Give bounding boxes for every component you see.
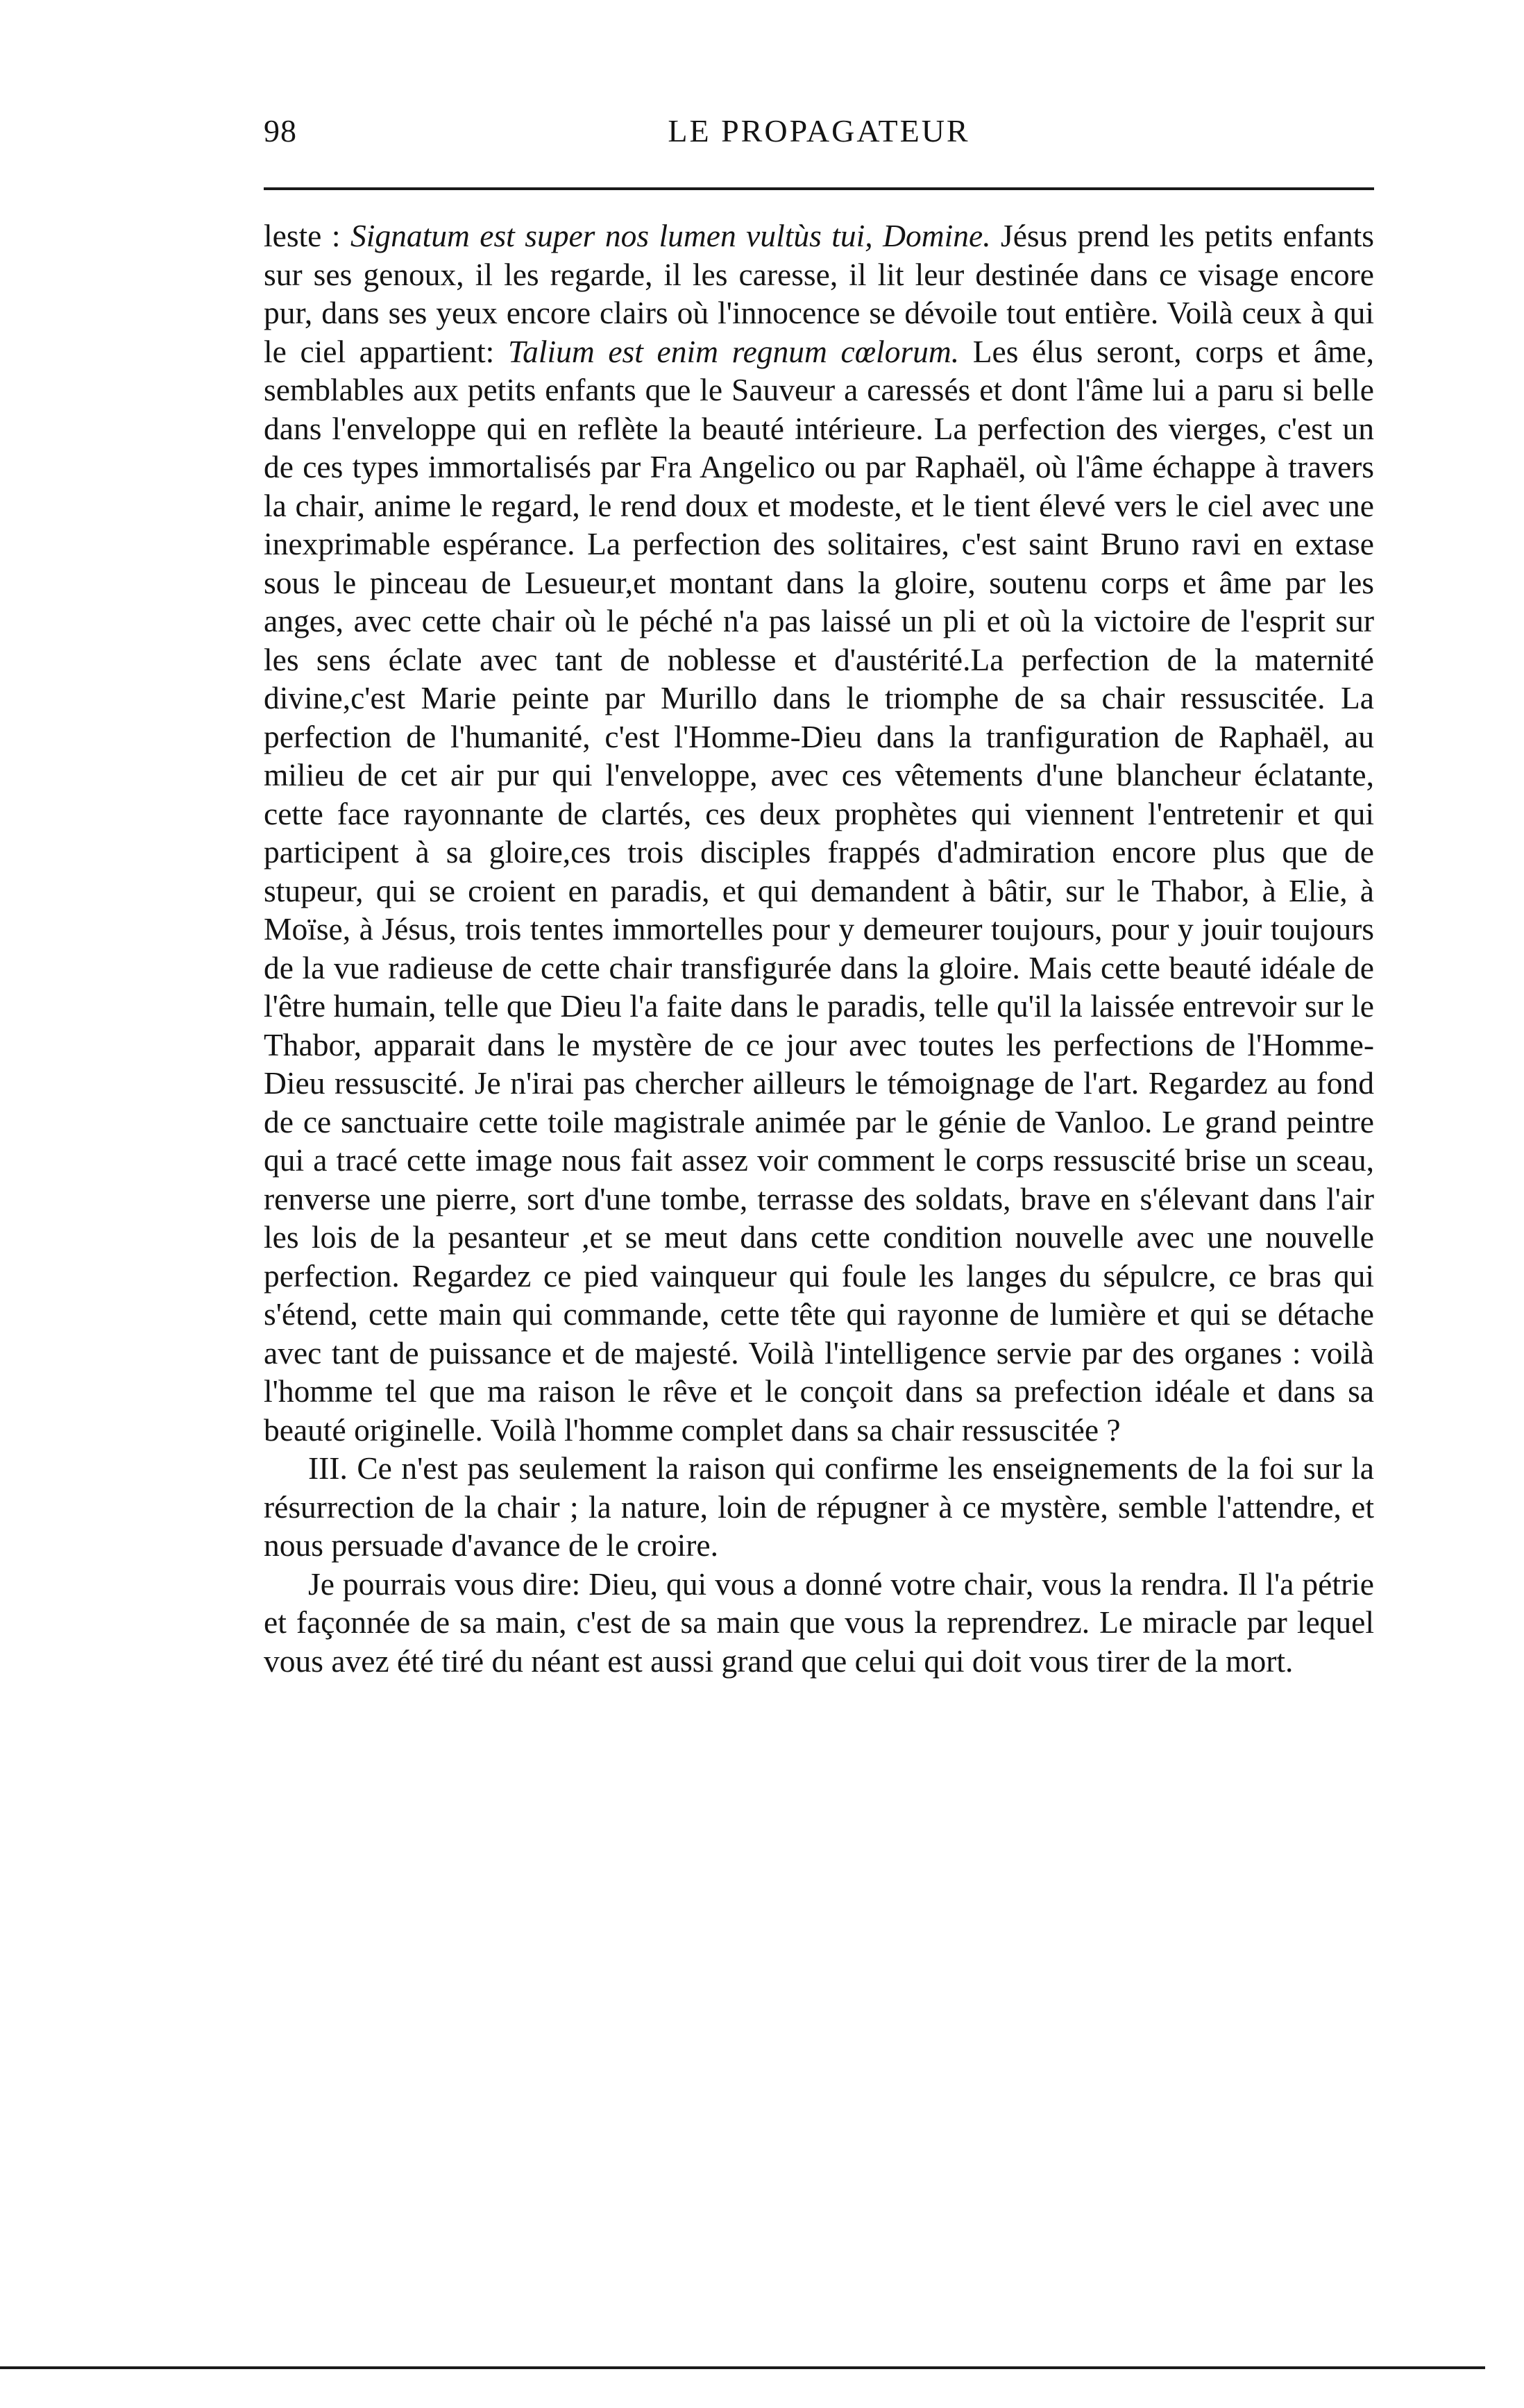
paragraph-1 — [264, 217, 1374, 1449]
page-header — [264, 105, 1374, 161]
paragraph-1-text-b: Les élus seront, corps et âme, semblables aux petits enfants que le Sauveur a caressés et dont l'âme lui a paru si belle dans l'enveloppe qui en reflète la beauté intérieure. La perfection des vierges, c'est un de ces types immortalisés par Fra Angelico ou par Raphaël, où l'âme échappe à travers la chair, anime le regard, le rend doux et modeste, et le tient élevé vers le ciel avec une inexprimable espérance. La perfection des solitaires, c'est saint Bruno ravi en extase sous le pinceau de Lesueur,et montant dans la gloire, soutenu corps et âme par les anges, avec cette chair où le péché n'a pas laissé un pli et où la victoire de l'esprit sur les sens éclate avec tant de noblesse et d'austérité.La perfection de la maternité divine,c'est Marie peinte par Murillo dans le triomphe de sa chair ressuscitée. La perfection de l'humanité, c'est l'Homme-Dieu dans la tranfiguration de Raphaël, au milieu de cet air pur qui l'enveloppe, avec ces vêtements d'une blancheur éclatante, cette face rayonnante de clartés, ces deux prophètes qui viennent l'entretenir et qui participent à sa gloire,ces trois disciples frappés d'admiration encore plus que de stupeur, qui se croient en paradis, et qui demandent à bâtir, sur le Thabor, à Elie, à Moïse, à Jésus, trois tentes immortelles pour y demeurer toujours, pour y jouir toujours de la vue radieuse de cette chair transfigurée dans la gloire. Mais cette beauté idéale de l'être humain, telle que Dieu l'a faite dans le paradis, telle qu'il la laissée entrevoir sur le Thabor, apparait dans le mystère de ce jour avec toutes les perfections de l'Homme-Dieu ressuscité. Je n'irai pas chercher ailleurs le témoignage de l'art. Regardez au fond de ce sanctuaire cette toile magistrale animée par le génie de Vanloo. Le grand peintre qui a tracé cette image nous fait assez voir comment le corps ressuscité brise un sceau, renverse une pierre, sort d'une tombe, terrasse des soldats, brave en s'élevant dans l'air les lois de la pesanteur ,et se meut dans cette condition nouvelle avec une nouvelle perfection. Regardez ce pied vainqueur qui foule les langes du sépulcre, ce bras qui s'étend, cette main qui commande, cette tête qui rayonne de lumière et qui se détache avec tant de puissance et de majesté. Voilà l'intelligence servie par des organes : voilà l'homme tel que ma raison le rêve et le conçoit dans sa prefection idéale et dans sa beauté originelle. Voilà l'homme complet dans sa chair ressuscitée ? — [264, 333, 1374, 1448]
page-number: 98 — [264, 113, 297, 149]
paragraph-1-text-a: Jésus prend les petits enfants sur ses genoux, il les regarde, il les caresse, il lit leur destinée dans ce visage encore pur, dans ses yeux encore clairs où l'innocence se dévoile tout entière. Voilà ceux à qui le ciel appartient: — [264, 218, 1375, 369]
latin-quote-signatum: Signatum est super nos lumen vultùs tui, Domine. — [350, 218, 991, 253]
paragraph-1-lead: leste : — [264, 218, 350, 253]
header-rule — [264, 187, 1374, 190]
latin-quote-talium: Talium est enim regnum cœlorum. — [507, 333, 960, 369]
footer-rule — [0, 2366, 1485, 2369]
body-text — [264, 217, 1374, 1680]
running-title: LE PROPAGATEUR — [668, 113, 970, 149]
paragraph-3: Je pourrais vous dire: Dieu, qui vous a donné votre chair, vous la rendra. Il l'a pétrie et façonnée de sa main, c'est de sa main que vous la reprendrez. Le miracle par lequel vous avez été tiré du néant est aussi grand que celui qui doit vous tirer de la mort. — [264, 1566, 1374, 1679]
paragraph-2: III. Ce n'est pas seulement la raison qui confirme les enseignements de la foi sur la résurrection de la chair ; la nature, loin de répugner à ce mystère, semble l'attendre, et nous persuade d'avance de le croire. — [264, 1450, 1374, 1563]
